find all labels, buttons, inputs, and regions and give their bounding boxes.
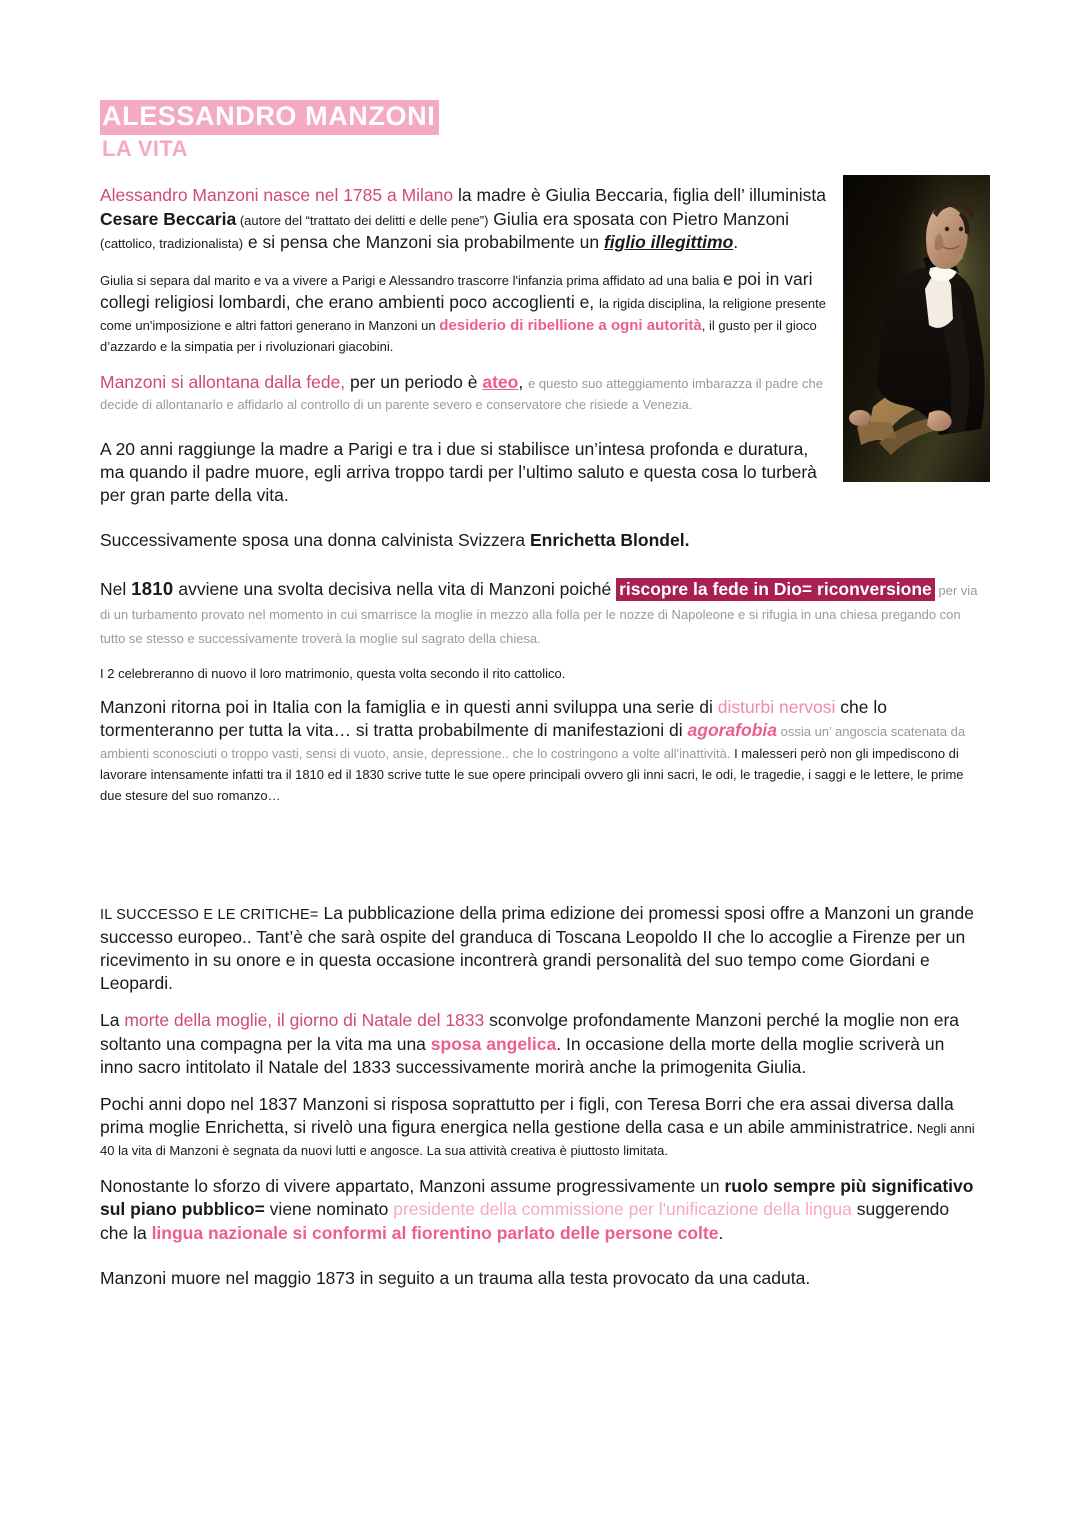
text-suggerendo: suggerendo che la (100, 1199, 950, 1243)
paragraph-paris-father-death: A 20 anni raggiunge la madre a Parigi e tra i due si stabilisce un’intesa profonda e duratura, ma quando il padre muore, egli arriva troppo tardi per l’ultimo saluto e questa cosa lo turberà per gran parte della vita. (100, 438, 817, 506)
text-la: La (100, 1010, 125, 1031)
text-inno-sacro: . In occasione della morte della moglie scriverà un inno sacro intitolato il Natale del 1833 successivamente morirà anche la primogenita Giulia. (100, 1033, 945, 1077)
text-viene-nominato: viene nominato (264, 1199, 394, 1220)
note-cattolico: (cattolico, tradizionalista) (100, 235, 244, 251)
text-comma-1: , (518, 372, 529, 393)
bold-cesare-beccaria: Cesare Beccaria (100, 208, 237, 229)
note-angoscia: ossia un’ angoscia scatenata da ambienti sconosciuti o troppo vasti, sensi di vuoto, ansie, depressione.. che lo costringono a volte all'inattività. (100, 724, 966, 761)
text-probabilmente: e si pensa che Manzoni sia probabilmente un (243, 231, 604, 252)
paragraph-childhood (100, 268, 860, 357)
text-mother: la madre è Giulia Beccaria, figlia dell’ illuminista (453, 185, 826, 206)
bold-enrichetta-blondel: Enrichetta Blondel. (529, 530, 690, 551)
text-period-1: . (733, 231, 739, 252)
highlight-ribellione: desiderio di ribellione a ogni autorità (439, 316, 702, 334)
note-padre-imbarazzo: e questo suo atteggiamento imbarazza il padre che decide di allontanarlo e affidarlo al controllo di un parente severo e conservatore che risiede a Venezia. (100, 376, 823, 413)
highlight-disturbi-nervosi: disturbi nervosi (717, 696, 836, 717)
page-subtitle: LA VITA (102, 135, 188, 161)
highlight-presidente-commissione: presidente della commissione per l'unificazione della lingua (393, 1199, 852, 1220)
text-sposa-calvinista: Successivamente sposa una donna calvinista Svizzera (100, 530, 530, 551)
text-teresa-borri: Pochi anni dopo nel 1837 Manzoni si risposa soprattutto per i figli, con Teresa Borri che era assai diversa dalla prima moglie Enrichetta, si rivelò una figura energica nella gestione della casa e un abile amministratrice. (100, 1094, 954, 1138)
paragraph-wife-death-1833 (100, 1009, 980, 1079)
note-anni-40: Negli anni 40 la vita di Manzoni è segnata da nuovi lutti e angosce. La sua attività creativa è piuttosto limitata. (100, 1121, 975, 1158)
text-pubblicazione: La pubblicazione della prima edizione dei promessi sposi offre a Manzoni un grande successo europeo.. Tant’è che sarà ospite del granduca di Toscana Leopoldo II che lo accoglie a Firenze per un ricevimento in su onore e in questa occasione incontrerà grandi personalità del suo tempo come Giordani e Leopardi. (100, 903, 974, 994)
text-nel: Nel (100, 578, 132, 599)
text-tormenteranno: che lo tormenteranno per tutta la vita… si tratta probabilmente di manifestazioni di (100, 696, 887, 741)
note-trattato: (autore del “trattato dei delitti e delle pene”) (236, 212, 489, 228)
text-periodo: per un periodo è (345, 372, 483, 393)
paragraph-second-wedding: I 2 celebreranno di nuovo il loro matrimonio, questa volta secondo il rito cattolico. (100, 665, 566, 681)
paragraph-success-criticism (100, 902, 980, 995)
text-gioco-azzardo: , il gusto per il gioco d’azzardo e la simpatia per i rivoluzionari giacobini. (100, 317, 817, 354)
paragraph-death-1873: Manzoni muore nel maggio 1873 in seguito a un trauma alla testa provocato da una caduta. (100, 1267, 811, 1288)
paragraph-marriage-enrichetta (100, 529, 835, 552)
text-svolta: avviene una svolta decisiva nella vita di Manzoni poiché (173, 578, 617, 599)
emphasis-sposa-angelica: sposa angelica (430, 1033, 557, 1054)
text-giulia-separation: Giulia si separa dal marito e va a vivere a Parigi e Alessandro trascorre l'infanzia prima affidato ad una balia (100, 273, 723, 289)
highlight-lingua-nazionale: lingua nazionale si conformi al fiorentino parlato delle persone colte (151, 1222, 719, 1243)
text-collegi: e poi in vari collegi religiosi lombardi, che erano ambienti poco accoglienti e, (100, 269, 813, 313)
text-period-2: . (718, 1222, 724, 1243)
paragraph-birth (100, 184, 835, 254)
highlight-birth: Alessandro Manzoni nasce nel 1785 a Milano (100, 185, 454, 206)
highlight-morte-moglie: morte della moglie, il giorno di Natale del 1833 (124, 1010, 485, 1031)
page-title: ALESSANDRO MANZONI (100, 100, 439, 135)
document-body (100, 100, 980, 1290)
emphasis-figlio-illegittimo: figlio illegittimo (603, 231, 734, 252)
text-sconvolge: sconvolge profondamente Manzoni perché la moglie non era soltanto una compagna per la vita ma una (100, 1010, 960, 1054)
date-1810: 1810 (131, 577, 174, 599)
highlight-allontana-fede: Manzoni si allontana dalla fede, (100, 372, 346, 393)
note-opere-principali: I malesseri però non gli impediscono di lavorare intensamente infatti tra il 1810 ed il 1830 scrive tutte le sue opere principali ovvero gli inni sacri, le odi, le tragedie, i saggi e le lettere, le prime due stesure del suo romanzo… (100, 745, 964, 804)
paragraph-nervous-disorders (100, 696, 980, 806)
highlight-riconversione: riscopre la fede in Dio= riconversione (616, 578, 935, 601)
paragraph-conversion-1810 (100, 575, 980, 651)
bold-ruolo-pubblico: ruolo sempre più significativo sul piano pubblico= (100, 1175, 974, 1220)
paragraph-second-marriage-1837 (100, 1093, 980, 1161)
text-ritorna-italia: Manzoni ritorna poi in Italia con la famiglia e in questi anni sviluppa una serie di (100, 696, 718, 717)
emphasis-ateo: ateo (482, 372, 519, 393)
paragraph-faith-loss (100, 371, 860, 416)
note-turbamento: per via di un turbamento provato nel momento in cui smarrisce la moglie in mezzo alla folla per le nozze di Napoleone e si rifugia in una chiesa pregando con tutto se stesso e successivamente troverà la moglie sul sagrato della chiesa. (100, 582, 978, 646)
text-disciplina: la rigida disciplina, la religione presente come un'imposizione e altri fattori generano in Manzoni un (100, 296, 826, 333)
emphasis-agorafobia: agorafobia (687, 720, 777, 741)
paragraph-public-role (100, 1175, 980, 1245)
text-nonostante: Nonostante lo sforzo di vivere appartato, Manzoni assume progressivamente un (100, 1175, 725, 1196)
text-giulia-married: Giulia era sposata con Pietro Manzoni (488, 208, 789, 229)
label-il-successo: IL SUCCESSO E LE CRITICHE= (100, 907, 319, 924)
